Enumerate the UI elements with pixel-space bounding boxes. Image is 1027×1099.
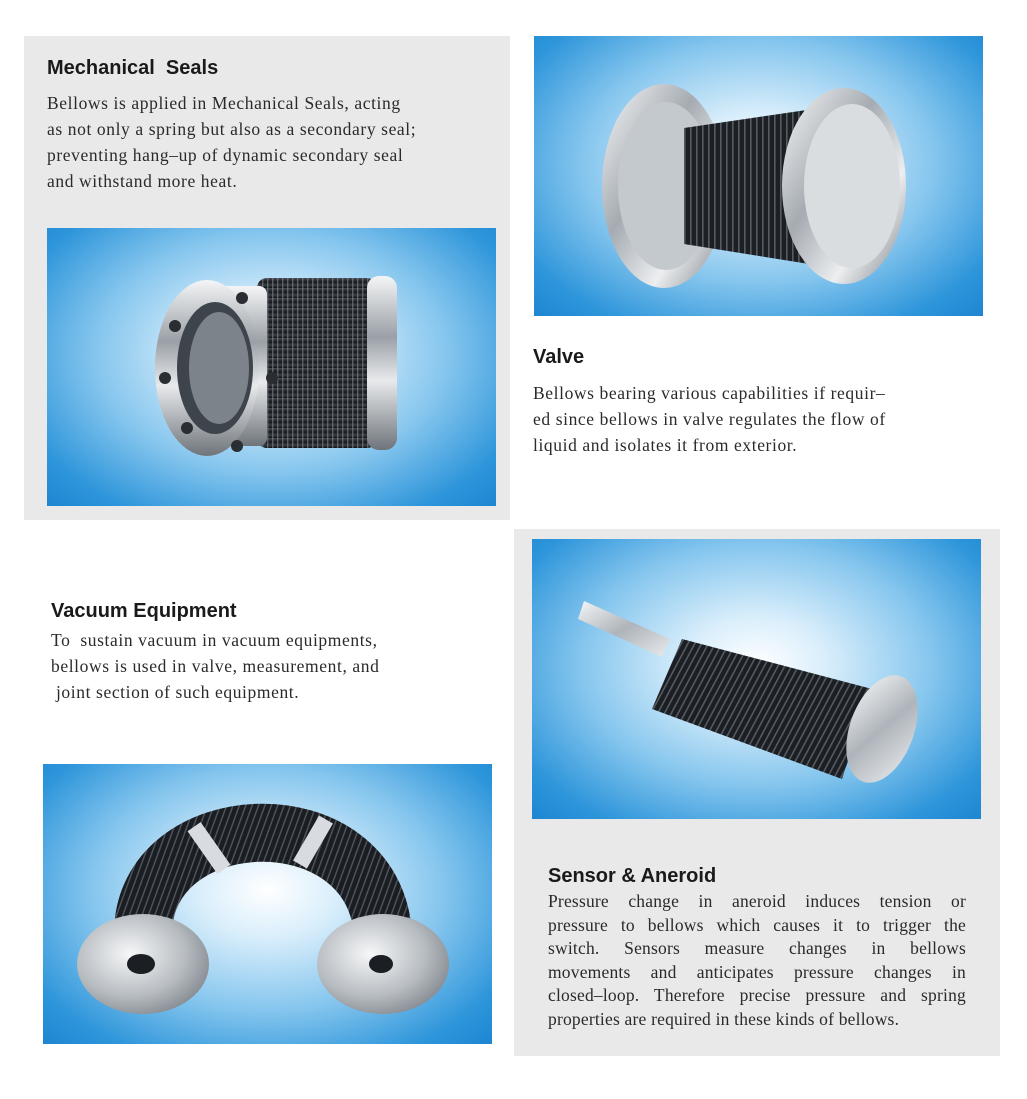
mechanical-seals-line: and withstand more heat. bbox=[47, 171, 238, 191]
mechanical-seal-bellows-photo bbox=[47, 228, 496, 506]
sensor-aneroid-line: closed–loop. Therefore precise pressure and spring bbox=[548, 985, 966, 1005]
valve-line: ed since bellows in valve regulates the flow of bbox=[533, 409, 886, 429]
mechanical-seals-line: preventing hang–up of dynamic secondary seal bbox=[47, 145, 404, 165]
valve-heading: Valve bbox=[533, 346, 585, 368]
sensor-aneroid-line: Pressure change in aneroid induces tension or bbox=[548, 891, 966, 911]
sensor-aneroid-description bbox=[548, 890, 966, 1031]
vacuum-equipment-line: joint section of such equipment. bbox=[51, 682, 300, 702]
vacuum-equipment-description bbox=[51, 627, 379, 705]
valve-bellows-photo bbox=[534, 36, 983, 316]
mechanical-seals-line: Bellows is applied in Mechanical Seals, acting bbox=[47, 93, 401, 113]
sensor-aneroid-line: switch. Sensors measure changes in bellows bbox=[548, 938, 966, 958]
sensor-aneroid-heading: Sensor & Aneroid bbox=[548, 865, 717, 887]
sensor-aneroid-line: properties are required in these kinds of bellows. bbox=[548, 1008, 900, 1029]
vacuum-equipment-line: To sustain vacuum in vacuum equipments, bbox=[51, 630, 378, 650]
sensor-bellows-photo bbox=[532, 539, 981, 819]
mechanical-seals-line: as not only a spring but also as a secondary seal; bbox=[47, 119, 417, 139]
vacuum-equipment-heading: Vacuum Equipment bbox=[51, 600, 237, 622]
mechanical-seals-description bbox=[47, 90, 416, 194]
valve-description bbox=[533, 380, 886, 458]
vacuum-equipment-line: bellows is used in valve, measurement, and bbox=[51, 656, 380, 676]
valve-line: liquid and isolates it from exterior. bbox=[533, 435, 798, 455]
sensor-aneroid-line: movements and anticipates pressure changes in bbox=[548, 961, 966, 982]
valve-line: Bellows bearing various capabilities if requir– bbox=[533, 383, 886, 403]
vacuum-bellows-photo bbox=[43, 764, 492, 1044]
sensor-aneroid-line: pressure to bellows which causes it to trigger the bbox=[548, 914, 966, 935]
mechanical-seals-heading: Mechanical Seals bbox=[47, 57, 219, 79]
